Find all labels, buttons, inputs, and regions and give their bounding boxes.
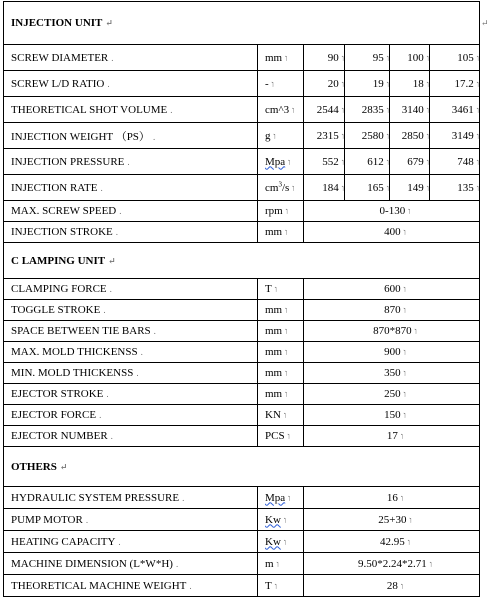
spec-value: 19 <box>372 77 384 90</box>
spec-value-cell <box>390 175 430 201</box>
spec-label: THEORETICAL MACHINE WEIGHT <box>11 579 187 592</box>
spec-label-cell <box>4 149 258 175</box>
cell-mark: ו <box>274 580 278 591</box>
section-title <box>4 2 480 45</box>
cell-mark: ו <box>403 305 406 315</box>
spec-unit-cell <box>258 553 304 575</box>
spec-value-cell <box>345 175 390 201</box>
spec-value: 2850 <box>401 129 424 142</box>
spec-value: 870*870 <box>373 325 412 337</box>
spec-value-cell <box>304 553 480 575</box>
spec-unit-cell <box>258 487 304 509</box>
cell-mark: ו <box>285 206 289 216</box>
cell-mark: ו <box>476 104 480 115</box>
spec-row <box>4 279 480 300</box>
spec-value-cell <box>304 342 480 363</box>
spec-value: 0-130 <box>379 205 406 217</box>
spec-value: 100 <box>407 51 424 64</box>
spec-value: 135 <box>457 181 474 194</box>
cell-mark: ו <box>426 182 429 193</box>
spec-value: 17.2 <box>454 77 474 90</box>
cell-mark: ו <box>403 284 406 294</box>
cell-mark: ו <box>414 326 417 336</box>
spec-row <box>4 45 480 71</box>
cell-mark: ו <box>285 368 288 378</box>
spec-label: MIN. MOLD THICKENSS <box>11 367 134 379</box>
cell-mark: ו <box>283 410 287 420</box>
cell-mark: ו <box>276 558 279 569</box>
cell-mark: ו <box>476 78 480 89</box>
spec-unit: m <box>265 557 274 570</box>
spec-value-cell <box>430 175 480 201</box>
cell-mark: . <box>170 104 173 115</box>
cell-mark: . <box>136 368 139 378</box>
spec-unit-cell <box>258 71 304 97</box>
spec-value-cell <box>430 97 480 123</box>
spec-sheet <box>3 1 479 602</box>
spec-label: MACHINE DIMENSION (L*W*H) <box>11 557 173 570</box>
return-mark: ↵ <box>108 255 116 266</box>
spec-value: 2315 <box>316 129 339 142</box>
cell-mark: . <box>99 410 102 420</box>
cell-mark: ו <box>285 347 288 357</box>
spec-row <box>4 97 480 123</box>
spec-value-cell <box>304 97 345 123</box>
spec-label-cell <box>4 300 258 321</box>
spec-unit: rpm <box>265 205 283 217</box>
spec-label: EJECTOR STROKE <box>11 388 104 400</box>
spec-label: PUMP MOTOR <box>11 513 83 526</box>
spec-value: 165 <box>367 181 384 194</box>
cell-mark: . <box>118 536 121 547</box>
spec-row <box>4 575 480 597</box>
cell-mark: ו <box>426 104 429 115</box>
spec-label-cell <box>4 487 258 509</box>
spec-value-cell <box>304 300 480 321</box>
spec-label-cell <box>4 509 258 531</box>
spec-unit: Mpa <box>265 491 286 504</box>
spec-label: INJECTION STROKE <box>11 226 113 238</box>
spec-label-cell <box>4 531 258 553</box>
spec-unit-cell <box>258 97 304 123</box>
section-title-text: INJECTION UNIT <box>11 17 103 29</box>
spec-unit: $cm^3/s$ <box>265 179 290 194</box>
spec-label: SCREW L/D RATIO <box>11 77 105 90</box>
spec-unit: mm <box>265 388 283 400</box>
spec-label: EJECTOR NUMBER <box>11 430 108 442</box>
spec-row <box>4 222 480 243</box>
cell-mark: ו <box>403 410 406 420</box>
return-mark: ↵ <box>105 18 113 28</box>
spec-value: 2544 <box>316 103 339 116</box>
section-title <box>4 243 480 279</box>
spec-unit: KN <box>265 409 281 421</box>
cell-mark: ו <box>407 536 411 547</box>
spec-unit-cell <box>258 175 304 201</box>
spec-label-cell <box>4 222 258 243</box>
spec-value: 250 <box>384 388 401 400</box>
cell-mark: ו <box>274 284 278 294</box>
cell-mark: . <box>106 389 109 399</box>
section-title-text: OTHERS <box>11 460 57 473</box>
spec-unit-cell <box>258 509 304 531</box>
cell-mark: ו <box>285 227 288 237</box>
spec-value-cell <box>304 363 480 384</box>
spec-value-cell <box>304 279 480 300</box>
spec-unit: - <box>265 77 269 90</box>
cell-mark: . <box>189 580 192 591</box>
cell-mark: . <box>127 156 130 167</box>
spec-value-cell <box>430 71 480 97</box>
cell-mark: ו <box>341 156 344 167</box>
spec-label: CLAMPING FORCE <box>11 283 107 295</box>
spec-value: 18 <box>412 77 424 90</box>
spec-unit: T <box>265 579 272 592</box>
spec-unit-cell <box>258 363 304 384</box>
spec-unit: g <box>265 129 271 142</box>
spec-row <box>4 531 480 553</box>
cell-mark: ו <box>288 156 291 167</box>
spec-row <box>4 553 480 575</box>
spec-value: 90 <box>327 51 339 64</box>
spec-row <box>4 201 480 222</box>
spec-unit-cell <box>258 575 304 597</box>
cell-mark: . <box>110 431 113 441</box>
spec-value-cell <box>345 123 390 149</box>
cell-mark: ו <box>409 514 412 525</box>
cell-mark: . <box>119 206 122 216</box>
cell-mark: ו <box>341 104 344 115</box>
spec-label: HYDRAULIC SYSTEM PRESSURE <box>11 491 180 504</box>
spec-unit: mm <box>265 226 283 238</box>
cell-mark: ו <box>292 104 295 115</box>
spec-value: 3140 <box>401 103 424 116</box>
spec-value-cell <box>345 149 390 175</box>
spec-value: 3149 <box>451 129 474 142</box>
spec-value: 870 <box>384 304 401 316</box>
spec-table-body <box>4 2 480 597</box>
spec-value: 600 <box>384 283 401 295</box>
cell-mark: ו <box>285 305 288 315</box>
cell-mark: ו <box>341 52 344 63</box>
spec-value: 150 <box>384 409 401 421</box>
spec-unit: Mpa <box>265 155 286 168</box>
spec-label-cell <box>4 363 258 384</box>
spec-value-cell <box>390 97 430 123</box>
spec-label-cell <box>4 201 258 222</box>
spec-label-cell <box>4 321 258 342</box>
spec-unit: mm <box>265 346 283 358</box>
spec-value: 3461 <box>451 103 474 116</box>
spec-value-cell <box>304 222 480 243</box>
spec-value: 17 <box>386 430 398 442</box>
spec-unit-cell <box>258 384 304 405</box>
spec-unit: Kw <box>265 535 281 548</box>
spec-label: INJECTION RATE <box>11 181 98 194</box>
cell-mark: ו <box>408 206 411 216</box>
spec-unit-cell <box>258 149 304 175</box>
spec-value-cell <box>304 531 480 553</box>
cell-mark: . <box>182 492 185 503</box>
spec-label: MAX. SCREW SPEED <box>11 205 117 217</box>
cell-mark: ו <box>341 182 344 193</box>
spec-value: 25+30 <box>378 513 407 526</box>
cell-mark: ו <box>386 52 389 63</box>
spec-value-cell <box>304 321 480 342</box>
cell-mark: . <box>152 131 156 142</box>
return-mark: ↵ <box>59 461 68 472</box>
spec-value-cell <box>304 384 480 405</box>
spec-label: INJECTION PRESSURE <box>11 155 125 168</box>
cell-mark: ו <box>386 104 389 115</box>
spec-value: 42.95 <box>380 535 405 548</box>
spec-row <box>4 384 480 405</box>
cell-mark: ו <box>271 78 274 89</box>
spec-value-cell <box>304 201 480 222</box>
spec-value-cell <box>304 426 480 447</box>
cell-mark: . <box>175 558 179 569</box>
spec-label-cell <box>4 384 258 405</box>
spec-label-cell <box>4 97 258 123</box>
spec-unit-cell <box>258 321 304 342</box>
spec-label: HEATING CAPACITY <box>11 535 116 548</box>
spec-value: 9.50*2.24*2.71 <box>358 557 427 570</box>
cell-mark: ו <box>288 492 291 503</box>
spec-row <box>4 363 480 384</box>
spec-value-cell <box>345 45 390 71</box>
spec-value: 748 <box>457 155 474 168</box>
cell-mark: . <box>115 227 118 237</box>
cell-mark: . <box>100 182 103 193</box>
spec-value-cell <box>304 487 480 509</box>
cell-mark: ו <box>429 558 433 569</box>
cell-mark: . <box>107 78 110 89</box>
cell-mark: ו <box>403 368 406 378</box>
spec-label-cell <box>4 426 258 447</box>
spec-value: 105 <box>457 51 474 64</box>
spec-label-cell <box>4 71 258 97</box>
cell-mark: ו <box>283 514 287 525</box>
spec-unit-cell <box>258 222 304 243</box>
spec-unit: mm <box>265 304 283 316</box>
cell-mark: ו <box>285 52 288 63</box>
spec-value: 2835 <box>361 103 384 116</box>
spec-value-cell <box>304 175 345 201</box>
spec-label: MAX. MOLD THICKENSS <box>11 346 138 358</box>
spec-value: 612 <box>367 155 384 168</box>
spec-unit-cell <box>258 426 304 447</box>
spec-value: 2580 <box>361 129 384 142</box>
spec-label: TOGGLE STROKE <box>11 304 101 316</box>
spec-value-cell <box>304 45 345 71</box>
spec-label: EJECTOR FORCE <box>11 409 97 421</box>
cell-mark: ו <box>400 492 404 503</box>
spec-value-cell <box>304 123 345 149</box>
cell-mark: . <box>85 514 89 525</box>
spec-unit-cell <box>258 279 304 300</box>
spec-label: SPACE BETWEEN TIE BARS <box>11 325 151 337</box>
spec-value-cell <box>390 123 430 149</box>
spec-unit: cm^3 <box>265 103 290 116</box>
spec-value-cell <box>304 575 480 597</box>
spec-value-cell <box>390 45 430 71</box>
spec-unit-cell <box>258 405 304 426</box>
spec-value: 16 <box>386 491 398 504</box>
spec-label-cell <box>4 342 258 363</box>
spec-unit-cell <box>258 201 304 222</box>
spec-row <box>4 342 480 363</box>
cell-mark: ו <box>386 182 389 193</box>
cell-mark: ו <box>403 389 406 399</box>
cell-mark: . <box>109 284 112 294</box>
spec-value: 149 <box>407 181 424 194</box>
cell-mark: ו <box>287 431 290 441</box>
spec-row <box>4 509 480 531</box>
cell-mark: ו <box>400 431 404 441</box>
cell-mark: ו <box>403 227 406 237</box>
spec-label: INJECTION WEIGHT （PS） <box>11 130 150 143</box>
section-row <box>4 2 480 45</box>
spec-unit: T <box>265 283 272 295</box>
edge-return-mark: ↵ <box>481 18 489 28</box>
cell-mark: ו <box>341 78 344 89</box>
cell-mark: ו <box>476 156 480 167</box>
cell-mark: ו <box>426 52 429 63</box>
section-row <box>4 243 480 279</box>
spec-value: 552 <box>322 155 339 168</box>
spec-unit-cell <box>258 531 304 553</box>
spec-table <box>3 1 480 597</box>
spec-label-cell <box>4 553 258 575</box>
spec-row <box>4 405 480 426</box>
cell-mark: ו <box>476 52 480 63</box>
spec-row <box>4 175 480 201</box>
cell-mark: ו <box>386 156 389 167</box>
cell-mark: ו <box>292 182 295 193</box>
spec-value-cell <box>430 149 480 175</box>
spec-label-cell <box>4 575 258 597</box>
spec-value-cell <box>304 71 345 97</box>
cell-mark: ו <box>426 78 429 89</box>
cell-mark: ו <box>426 130 429 141</box>
spec-row <box>4 300 480 321</box>
spec-value: 679 <box>407 155 424 168</box>
spec-value-cell <box>430 45 480 71</box>
spec-unit: Kw <box>265 513 281 526</box>
section-row <box>4 447 480 487</box>
spec-label: SCREW DIAMETER <box>11 51 109 64</box>
spec-value: 20 <box>327 77 339 90</box>
cell-mark: ו <box>341 130 344 141</box>
spec-label-cell <box>4 45 258 71</box>
cell-mark: ו <box>285 389 288 399</box>
spec-value-cell <box>345 71 390 97</box>
spec-value-cell <box>304 405 480 426</box>
spec-unit-cell <box>258 300 304 321</box>
spec-label-cell <box>4 405 258 426</box>
spec-value: 400 <box>384 226 401 238</box>
spec-label-cell <box>4 123 258 149</box>
spec-value-cell <box>430 123 480 149</box>
spec-label-cell <box>4 279 258 300</box>
cell-mark: ו <box>403 347 406 357</box>
cell-mark: . <box>153 326 156 336</box>
spec-unit: mm <box>265 367 283 379</box>
cell-mark: ו <box>283 536 287 547</box>
cell-mark: ו <box>426 156 429 167</box>
spec-value: 95 <box>372 51 384 64</box>
spec-row <box>4 123 480 149</box>
spec-row <box>4 321 480 342</box>
spec-value: 28 <box>386 579 398 592</box>
cell-mark: . <box>140 347 143 357</box>
spec-unit-cell <box>258 45 304 71</box>
cell-mark: ו <box>285 326 288 336</box>
cell-mark: ו <box>386 78 389 89</box>
section-title-text: C LAMPING UNIT <box>11 254 106 267</box>
spec-row <box>4 149 480 175</box>
cell-mark: ו <box>400 580 404 591</box>
spec-unit: mm <box>265 51 283 64</box>
cell-mark: ו <box>476 130 480 141</box>
spec-unit: PCS <box>265 430 285 442</box>
spec-value: 184 <box>322 181 339 194</box>
cell-mark: ו <box>273 130 276 141</box>
spec-value-cell <box>345 97 390 123</box>
section-title <box>4 447 480 487</box>
spec-value: 900 <box>384 346 401 358</box>
spec-row <box>4 426 480 447</box>
spec-value: 350 <box>384 367 401 379</box>
spec-row <box>4 71 480 97</box>
cell-mark: ו <box>476 182 480 193</box>
spec-unit-cell <box>258 342 304 363</box>
spec-value-cell <box>390 149 430 175</box>
cell-mark: ו <box>386 130 389 141</box>
spec-label-cell <box>4 175 258 201</box>
spec-value-cell <box>304 149 345 175</box>
cell-mark: . <box>111 52 114 63</box>
spec-unit: mm <box>265 325 283 337</box>
spec-label: THEORETICAL SHOT VOLUME <box>11 103 168 116</box>
cell-mark: . <box>103 305 106 315</box>
spec-value-cell <box>390 71 430 97</box>
spec-value-cell <box>304 509 480 531</box>
spec-row <box>4 487 480 509</box>
spec-unit-cell <box>258 123 304 149</box>
